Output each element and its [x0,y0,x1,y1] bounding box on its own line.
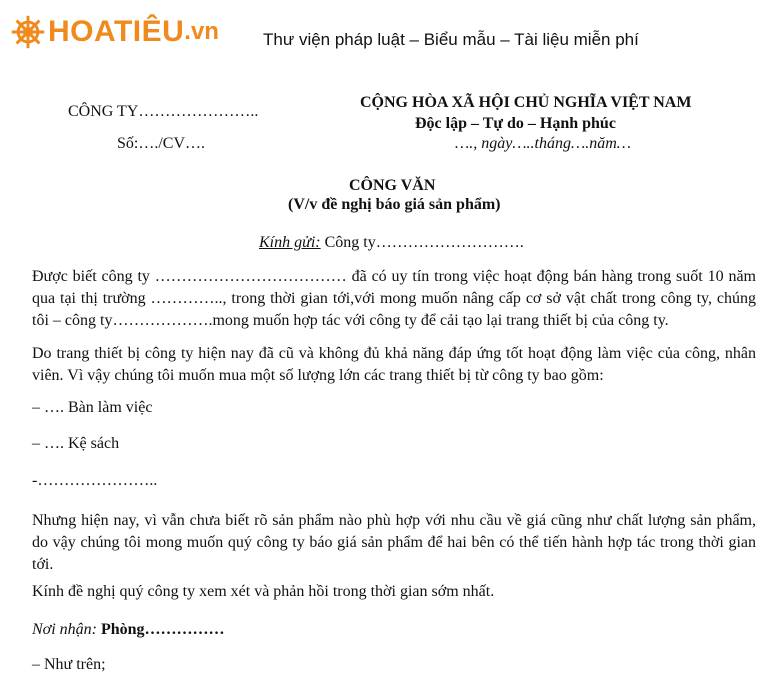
paragraph-reason: Do trang thiết bị công ty hiện nay đã cũ và không đủ khả năng đáp ứng tốt hoạt động làm việc của công, nhân viên. Vì vậy chúng tôi muốn mua một số lượng lớn các trang thiết bị từ công ty bao gồm: [32,345,756,384]
paragraph-intro: Được biết công ty ……………………………… đã có uy tín trong việc hoạt động bán hàng trong suốt 10 năm qua tại thị trường ………….., trong thời gian tới,với mong muốn nâng cấp cơ sở vật chất trong công ty, chúng tôi – công ty……………….mong muốn hợp tác với công ty để cải tạo lại trang thiết bị của công ty. [32,268,756,329]
site-logo[interactable] [10,14,219,50]
list-item: – …. Kệ sách [32,435,120,452]
receiver-line [32,621,225,639]
document-number: Số:…./CV…. [117,135,206,152]
logo-suffix: .vn [184,18,219,45]
site-header [0,0,776,84]
list-item: – …. Bàn làm việc [32,399,153,416]
date-line: …., ngày…..tháng….năm… [455,135,632,152]
logo-text: HOATIÊU [48,15,185,48]
recipient-label: Kính gửi: [259,234,321,251]
receiver-label: Nơi nhận: [32,621,97,638]
ship-wheel-icon [10,14,46,50]
site-tagline: Thư viện pháp luật – Biểu mẫu – Tài liệu miễn phí [263,30,639,49]
document-title: CÔNG VĂN [349,177,436,194]
recipient-line [259,234,524,252]
paragraph-request: Nhưng hiện nay, vì vẫn chưa biết rõ sản phẩm nào phù hợp với nhu cầu về giá cũng như chất lượng sản phẩm, do vậy chúng tôi mong muốn quý công ty báo giá sản phẩm để hai bên có thể tiến hành hợp tác trong thời gian tới. [32,512,756,573]
receiver-item: – Như trên; [32,656,106,673]
recipient-value: Công ty………………………. [320,234,524,251]
paragraph-closing: Kính đề nghị quý công ty xem xét và phản hồi trong thời gian sớm nhất. [32,583,495,600]
nation-heading: CỘNG HÒA XÃ HỘI CHỦ NGHĨA VIỆT NAM [360,94,692,111]
company-line: CÔNG TY………………….. [68,103,259,120]
receiver-value: Phòng…………… [96,621,225,638]
document-subject: (V/v đề nghị báo giá sản phẩm) [288,196,501,213]
motto-heading: Độc lập – Tự do – Hạnh phúc [415,115,616,132]
list-item: -………………….. [32,472,158,489]
